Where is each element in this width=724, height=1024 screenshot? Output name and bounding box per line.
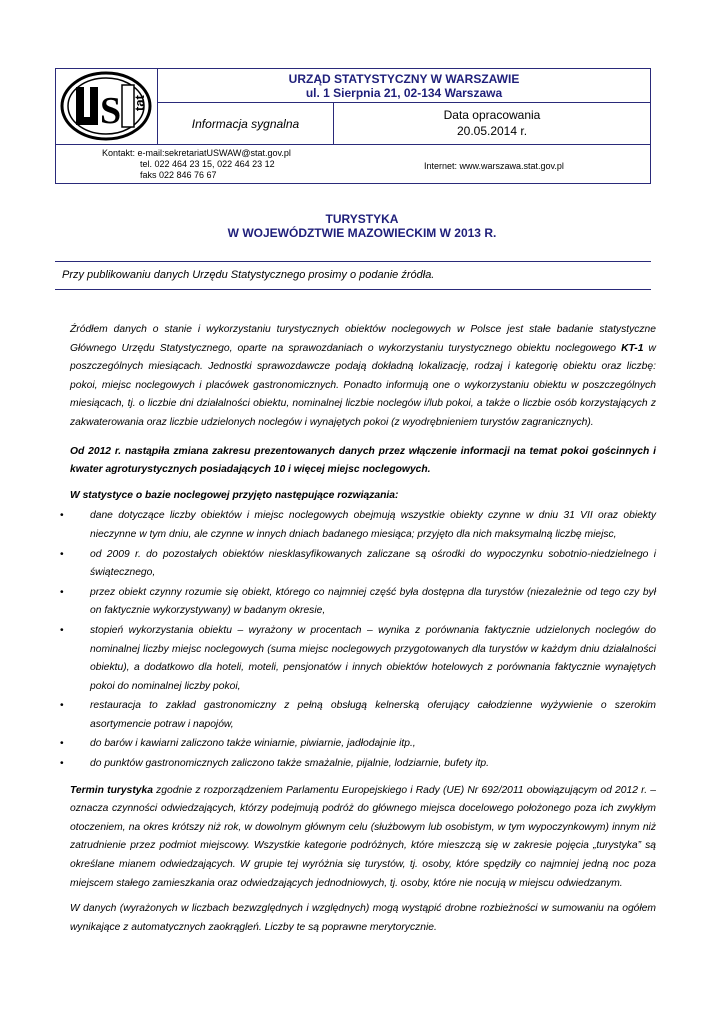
list-item-text: do punktów gastronomicznych zaliczono także smażalnie, pijalnie, lodziarnie, bufety itp. — [90, 758, 489, 770]
header-box — [55, 68, 651, 184]
list-item — [60, 697, 656, 734]
text-run: w poszczególnych miesiącach. Jednostki sprawozdawcze podają dokładną lokalizację, rodzaj i kategorię obiektu oraz liczbę: pokoi, miejsc noclegowych i placówek gastronomicznych. Ponadto informują one o wykorzystaniu obiektu w poszczególnych miesiącach, tj. o liczbie dni działalności obiektu, nominalnej liczbie noclegów i/lub pokoi, a także o liczbie osób korzystających z zakwaterowania oraz liczbie udzielonych noclegów i wynajętych pokoi (z wyodrębnieniem turystów zagranicznych). — [70, 342, 656, 428]
source-note: Przy publikowaniu danych Urzędu Statystycznego prosimy o podanie źródła. — [62, 269, 435, 281]
date-block — [334, 103, 650, 145]
list-item — [60, 584, 656, 621]
text-run: zgodnie z rozporządzeniem Parlamentu Europejskiego i Rady (UE) Nr 692/2011 obowiązującym od 2012 r. – oznacza czynności odwiedzających, którzy podejmują podróż do głównego miejsca docelowego położonego poza ich zwykłym otoczeniem, na okres krótszy niż rok, w dowolnym głównym celu (służbowym lub osobistym, w tym wypoczynkowym) innym niż zatrudnienie przez podmiot miejscowy. Wszystkie kategorie podróżnych, które mieszczą się w zakresie pojęcia „turystyka” są określane mianem odwiedzających. W grupie tej wyróżnia się turystów, tj. osoby, które spędziły co najmniej jedną noc poza miejscem stałego zamieszkania oraz odwiedzających jednodniowych, tj. osoby, które nie nocują w miejscu odwiedzanym. — [70, 784, 656, 889]
office-block — [158, 69, 650, 103]
internet-address: Internet: www.warszawa.stat.gov.pl — [424, 161, 564, 171]
divider-bottom — [55, 289, 651, 290]
list-item — [60, 507, 656, 544]
list-item — [60, 546, 656, 583]
list-item — [60, 735, 656, 754]
contact-info — [102, 148, 291, 181]
office-address: ul. 1 Sierpnia 21, 02-134 Warszawa — [305, 86, 503, 100]
bullet-icon: • — [60, 624, 64, 636]
list-item — [60, 755, 656, 774]
list-item-text: stopień wykorzystania obiektu – wyrażony w procentach – wynika z porównania faktycznie udzielonych noclegów do nominalnej liczby miejsc noclegowych (suma miejsc noclegowych przygotowanych dla turystów w każdym dniu działalności obiektu), a dodatkowo dla hoteli, moteli, pensjonatów i innych obiektów hotelowych z porównania faktycznie wynajętych pokoi do nominalnej liczby pokoi, — [90, 624, 656, 692]
ustat-logo — [56, 69, 156, 143]
contact-fax: faks 022 846 76 67 — [140, 170, 217, 180]
page-title — [0, 212, 724, 240]
bullet-icon: • — [60, 758, 64, 770]
bullet-icon: • — [60, 700, 64, 712]
main-content — [60, 321, 656, 944]
paragraph-rounding-note: W danych (wyrażonych w liczbach bezwzględnych i względnych) mogą wystąpić drobne rozbieżności w sumowaniu na ogółem wynikające z automatycznych zaokrągleń. Liczby te są poprawne merytorycznie. — [70, 903, 656, 933]
svg-text:tat: tat — [132, 95, 147, 111]
text-run: Źródłem danych o stanie i wykorzystaniu turystycznych obiektów noclegowych w Polsce jest stałe badanie statystyczne Głównego Urzędu Statystycznego, oparte na sprawozdaniach o wykorzystaniu turystycznego obiektu noclegowego — [70, 324, 656, 354]
office-name: URZĄD STATYSTYCZNY W WARSZAWIE — [288, 72, 520, 86]
svg-text:S: S — [100, 90, 122, 132]
bullet-icon: • — [60, 510, 64, 522]
title-line-2: W WOJEWÓDZTWIE MAZOWIECKIM W 2013 R. — [227, 226, 497, 240]
contact-tel: tel. 022 464 23 15, 022 464 23 12 — [140, 159, 275, 169]
signal-info: Informacja sygnalna — [158, 103, 334, 145]
paragraph-tourism-definition — [70, 782, 656, 894]
form-code: KT-1 — [621, 342, 644, 354]
title-line-1: TURYSTYKA — [325, 212, 399, 226]
list-item-text: przez obiekt czynny rozumie się obiekt, którego co najmniej część była dostępna dla turystów (niezależnie od tego czy był on faktycznie wykorzystywany) w badanym okresie, — [90, 586, 656, 617]
bullet-icon: • — [60, 548, 64, 560]
paragraph-source — [70, 321, 656, 433]
bullet-icon: • — [60, 586, 64, 598]
logo-text: UStat — [56, 69, 59, 70]
list-item-text: od 2009 r. do pozostałych obiektów niesklasyfikowanych zaliczane są ośrodki do wypoczynku sobotnio-niedzielnego i świątecznego, — [90, 548, 656, 579]
list-item-text: dane dotyczące liczby obiektów i miejsc noclegowych obejmują wszystkie obiekty czynne w dniu 31 VII oraz obiekty nieczynne w tym dniu, ale czynne w innych dniach badanego miesiąca; przyjęto dla nich maksymalną liczbę miejsc, — [90, 510, 656, 540]
solutions-list — [60, 507, 656, 773]
paragraph-solutions-heading: W statystyce o bazie noclegowej przyjęto następujące rozwiązania: — [70, 489, 399, 501]
contact-email: Kontakt: e-mail:sekretariatUSWAW@stat.gov.pl — [102, 148, 291, 158]
divider-top — [55, 261, 651, 262]
paragraph-scope-change: Od 2012 r. nastąpiła zmiana zakresu prezentowanych danych przez włączenie informacji na temat pokoi gościnnych i kwater agroturystycznych posiadających 10 i więcej miejsc noclegowych. — [70, 445, 656, 476]
date-value: 20.05.2014 r. — [456, 124, 528, 138]
bullet-icon: • — [60, 738, 64, 750]
date-label: Data opracowania — [443, 108, 541, 122]
term-label: Termin turystyka — [70, 784, 153, 796]
logo-cell — [56, 69, 158, 145]
list-item — [60, 622, 656, 696]
list-item-text: do barów i kawiarni zaliczono także winiarnie, piwiarnie, jadłodajnie itp., — [90, 738, 416, 750]
list-item-text: restauracja to zakład gastronomiczny z pełną obsługą kelnerską oferujący całodzienne wyżywienie o szerokim asortymencie potraw i napojów, — [90, 700, 656, 730]
